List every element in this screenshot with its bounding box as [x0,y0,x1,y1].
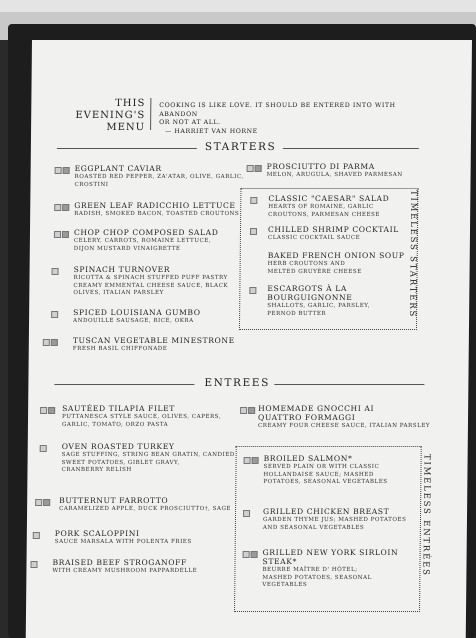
dietary-icon [248,407,255,414]
item-desc [74,211,264,219]
item-desc [263,464,413,487]
item-name: BAKED FRENCH ONION SOUP [267,251,405,260]
dietary-icon [48,407,55,414]
item-desc [55,539,245,547]
item-desc [262,567,412,590]
menu-item [73,308,263,326]
item-desc [73,275,263,298]
dietary-icon [247,165,254,172]
menu-page [26,40,472,638]
divider-rule [283,148,419,149]
dietary-icon [54,231,61,238]
timeless-entrees-label: TIMELESS ENTRÉES [420,454,432,577]
dietary-icon [43,499,50,506]
desc-line: SERVED PLAIN OR WITH CLASSIC [263,464,380,470]
item-name: PROSCIUTTO DI PARMA [266,162,375,171]
menu-item [263,507,413,532]
dietary-icon [252,457,259,464]
menu-item [267,284,407,318]
quote [159,102,429,136]
quote-line: OR NOT AT ALL. [159,119,221,126]
dietary-icon [40,445,47,452]
item-desc [61,452,251,475]
desc-line: GARDEN THYME JUS; MASHED POTATOES [262,517,407,523]
desc-line: CLASSIC COCKTAIL SAUCE [267,235,361,241]
menu-item [62,404,252,429]
heading-line: EVENING'S [75,110,146,121]
desc-line: CROUTONS, PARMESAN CHEESE [268,211,380,218]
desc-line: SAGE STUFFING, STRING BEAN GRATIN, CANDIED [61,452,235,458]
dietary-icons [35,499,51,506]
item-name: OVEN ROASTED TURKEY [61,442,175,451]
dietary-icon [35,499,42,506]
desc-line: CREAMY EMMENTAL CHEESE SAUCE, BLACK [73,282,229,289]
item-name: GREEN LEAF RADICCHIO LETTUCE [74,201,236,210]
dietary-icon [249,287,256,294]
item-name: CHILLED SHRIMP COCKTAIL [267,225,399,234]
dietary-icon [51,339,58,346]
item-name: PORK SCALOPPINI [54,529,140,538]
menu-item [263,454,413,487]
menu-item [61,442,251,475]
desc-line: RADISH, SMOKED BACON, TOASTED CROUTONS [74,211,240,217]
desc-line: RICOTTA & SPINACH STUFFED PUFF PASTRY [73,275,228,281]
item-desc [62,414,252,429]
desc-line: CELERY, CARROTS, ROMAINE LETTUCE, [73,238,212,244]
dietary-icon [251,551,258,558]
dietary-icons [43,339,59,346]
item-desc [267,303,407,318]
item-desc [268,235,408,243]
heading-divider [150,98,151,130]
dietary-icon [240,407,247,414]
desc-line: PUTTANESCA STYLE SAUCE, OLIVES, CAPERS, [62,414,222,420]
item-name: CHOP CHOP COMPOSED SALAD [73,228,219,237]
divider-rule [54,384,194,385]
desc-line: MASHED POTATOES, SEASONAL [262,574,372,581]
item-name: TUSCAN VEGETABLE MINESTRONE [72,336,235,345]
item-name: SAUTÉED TILAPIA FILET [62,404,176,413]
dietary-icon [43,339,50,346]
dietary-icon [250,228,257,235]
menu-item [268,225,408,243]
dietary-icon [33,532,40,539]
dietary-icons [243,551,259,558]
menu-item [268,251,408,276]
divider-rule [57,148,197,149]
item-name: HOMEMADE GNOCCHI AI [258,404,375,413]
dietary-icon [62,231,69,238]
desc-line: SHALLOTS, GARLIC, PARSLEY, [267,303,371,309]
desc-line: HERB CROUTONS AND [267,261,346,267]
desc-line: GARLIC, TOMATO, ORZO PASTA [61,421,169,428]
menu-heading [69,98,145,134]
item-desc [59,506,249,514]
dietary-icons [33,532,49,539]
desc-line: POTATOES, SEASONAL VEGETABLES [263,479,388,486]
menu-item [74,164,264,189]
menu-item [74,228,264,253]
item-name: EGGPLANT CAVIAR [74,164,162,173]
dietary-icon [250,197,257,204]
dietary-icon [52,268,59,275]
dietary-icons [52,268,68,275]
desc-line: CREAMY FOUR CHEESE SAUCE, ITALIAN PARSLEY [257,423,431,429]
dietary-icon [62,204,69,211]
menu-item [74,201,264,219]
dietary-icons [30,561,46,568]
item-desc [52,568,242,576]
item-desc [258,423,458,431]
menu-item [268,194,408,219]
section-title-entrees: ENTREES [204,377,270,389]
dietary-icons [250,228,266,235]
divider-rule [274,384,424,385]
desc-line: PERNOD BUTTER [267,310,327,317]
menu-item [73,265,263,298]
quote-line: COOKING IS LIKE LOVE. IT SHOULD BE ENTERED INTO WITH ABANDON [159,102,396,118]
desc-line: ROASTED RED PEPPER, ZA'ATAR, OLIVE, GARLIC, [74,174,244,180]
item-name: GRILLED CHICKEN BREAST [263,507,390,516]
desc-line: FRESH BASIL CHIFFONADE [72,346,168,352]
desc-line: ANDOUILLE SAUSAGE, RICE, OKRA [73,318,194,324]
dietary-icons [40,407,56,414]
dietary-icons [51,311,67,318]
dietary-icons [55,167,71,174]
desc-line: MELTED GRUYÈRE CHEESE [267,268,362,275]
heading-line: MENU [106,122,146,133]
item-name: BRAISED BEEF STROGANOFF [52,558,187,567]
menu-item [73,336,263,354]
dietary-icons [250,197,266,204]
desc-line: WITH CREAMY MUSHROOM PAPPARDELLE [52,568,198,574]
item-desc [73,346,263,354]
dietary-icons [54,204,70,211]
desc-line: DIJON MUSTARD VINAIGRETTE [73,245,181,252]
desc-line: SAUCE MARSALA WITH POLENTA FRIES [54,539,192,545]
desc-line: CROSTINI [74,181,109,188]
desc-line: BEURRE MAÎTRE D' HÔTEL; [262,567,358,573]
menu-item [267,162,457,180]
dietary-icons [244,457,260,464]
desc-line: CRANBERRY RELISH [61,467,132,474]
desc-line: MELON, ARUGULA, SHAVED PARMESAN [266,172,403,178]
menu-item [262,548,412,590]
section-title-starters: STARTERS [204,141,277,153]
dietary-icon [55,167,62,174]
menu-item [258,404,458,431]
item-name: SPINACH TURNOVER [73,265,171,274]
heading-line: THIS [115,98,146,109]
background-strip [0,0,476,12]
dietary-icon [30,561,37,568]
dietary-icon [54,204,61,211]
dietary-icon [255,165,262,172]
desc-line: AND SEASONAL VEGETABLES [262,524,365,531]
desc-line: CARAMELIZED APPLE, DUCK PROSCIUTTO†, SAGE [59,506,232,512]
desc-line: OLIVES, ITALIAN PARSLEY [73,290,164,297]
item-name: GRILLED NEW YORK SIRLOIN [262,548,399,557]
menu-item [55,529,245,547]
timeless-starters-label: TIMELESS STARTERS [407,190,419,319]
dietary-icons [40,445,56,452]
desc-line: HEARTS OF ROMAINE, GARLIC [268,204,374,210]
desc-line: HOLLANDAISE SAUCE; MASHED [263,471,374,478]
dietary-icons [247,165,263,172]
dietary-icons [243,510,259,517]
dietary-icon [40,407,47,414]
dietary-icons [54,231,70,238]
dietary-icon [244,457,251,464]
dietary-icons [249,287,265,294]
dietary-icon [243,551,250,558]
item-name: CLASSIC "CAESAR" SALAD [268,194,390,203]
desc-line: VEGETABLES [262,582,308,589]
item-name: SPICED LOUISIANA GUMBO [73,308,201,317]
item-name: BROILED SALMON* [263,454,353,463]
item-desc [268,204,408,219]
item-name: QUATTRO FORMAGGI [257,413,356,422]
dietary-icon [243,510,250,517]
dietary-icons [240,407,256,414]
menu-item [59,496,249,514]
item-name: BUTTERNUT FARROTTO [59,496,169,505]
item-desc [268,261,408,276]
desc-line: SWEET POTATOES, GIBLET GRAVY, [61,459,180,466]
item-desc [263,517,413,532]
dietary-icon [51,311,58,318]
quote-author: — HARRIET VAN HORNE [165,127,258,135]
item-name: ESCARGOTS À LA BOURGUIGNONNE [267,284,353,302]
item-desc [74,174,264,189]
item-name: STEAK* [262,557,297,566]
item-desc [73,318,263,326]
item-desc [74,238,264,253]
item-desc [267,172,457,180]
menu-item [52,558,242,576]
dietary-icon [63,167,70,174]
